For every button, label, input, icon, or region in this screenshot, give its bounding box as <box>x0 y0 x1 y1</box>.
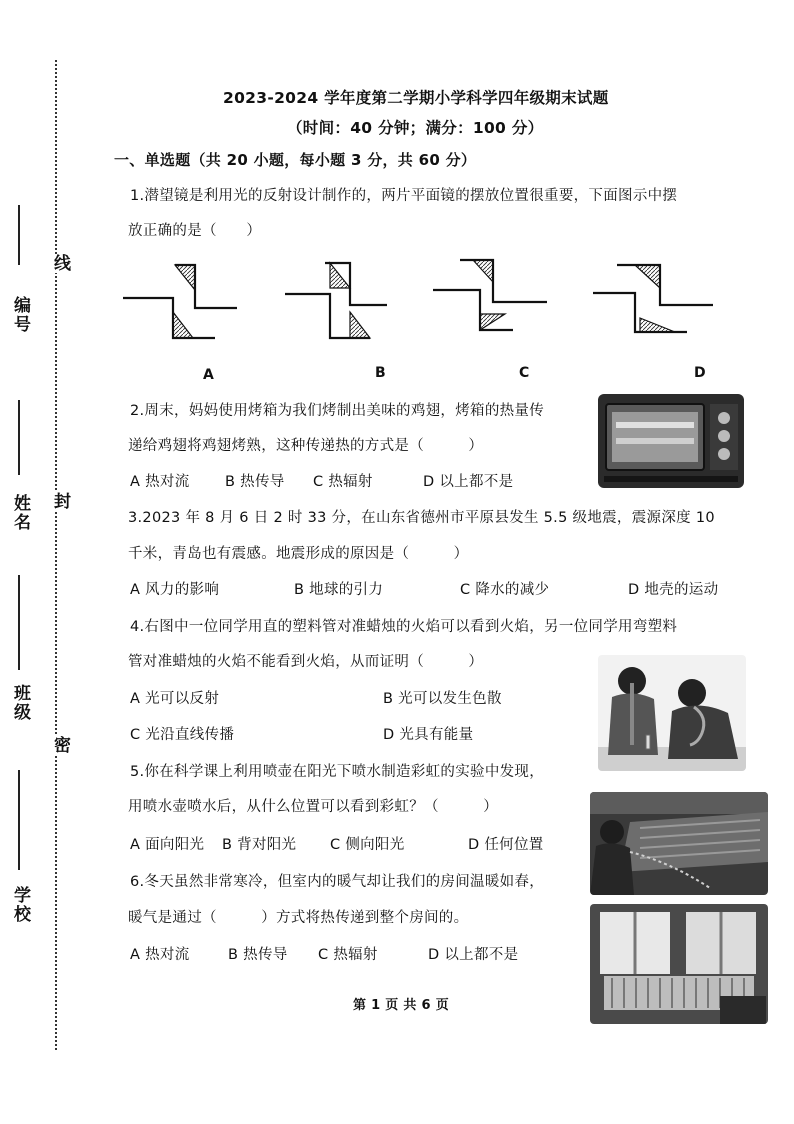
q4-option-c[interactable]: C 光沿直线传播 <box>130 727 235 743</box>
q4-option-a[interactable]: A 光可以反射 <box>130 691 220 707</box>
q3-option-d[interactable]: D 地壳的运动 <box>628 582 719 598</box>
q2-option-c[interactable]: C 热辐射 <box>313 474 373 490</box>
q6-stem-line2: 暖气是通过（ ）方式将热传递到整个房间的。 <box>128 910 469 926</box>
seal-mark-secret: 密 <box>48 736 73 755</box>
q6-option-b[interactable]: B 热传导 <box>228 947 288 963</box>
seal-mark-line: 线 <box>48 254 73 273</box>
q2-option-a[interactable]: A 热对流 <box>130 474 190 490</box>
binding-dotted-line <box>55 60 57 1050</box>
q4-option-b[interactable]: B 光可以发生色散 <box>383 691 502 707</box>
name-label: 姓名 <box>10 494 30 532</box>
q3-option-b[interactable]: B 地球的引力 <box>294 582 384 598</box>
section-heading: 一、单选题（共 20 小题，每小题 3 分，共 60 分） <box>114 151 477 169</box>
q5-option-d[interactable]: D 任何位置 <box>468 837 544 853</box>
diagram-d <box>593 265 713 332</box>
q6-option-d[interactable]: D 以上都不是 <box>428 947 519 963</box>
diagram-b <box>285 263 387 338</box>
oven-photo <box>598 394 744 488</box>
school-label: 学校 <box>10 886 30 924</box>
q1-option-d[interactable]: D <box>694 365 706 381</box>
class-blank <box>18 575 20 670</box>
rainbow-spray-photo <box>590 792 768 895</box>
candle-experiment-photo <box>598 655 746 771</box>
q4-stem-line1: 4.右图中一位同学用直的塑料管对准蜡烛的火焰可以看到火焰，另一位同学用弯塑料 <box>130 619 678 635</box>
q3-stem-line2: 千米，青岛也有震感。地震形成的原因是（ ） <box>128 546 469 562</box>
q3-option-c[interactable]: C 降水的减少 <box>460 582 550 598</box>
seal-mark-seal: 封 <box>48 492 73 511</box>
periscope-diagrams <box>115 250 730 350</box>
q2-stem-line2: 递给鸡翅将鸡翅烤熟，这种传递热的方式是（ ） <box>128 438 484 454</box>
class-label: 班级 <box>10 684 30 722</box>
q3-option-a[interactable]: A 风力的影响 <box>130 582 220 598</box>
q2-option-d[interactable]: D 以上都不是 <box>423 474 514 490</box>
radiator-room-photo <box>590 904 768 1024</box>
q5-option-c[interactable]: C 侧向阳光 <box>330 837 405 853</box>
q6-option-c[interactable]: C 热辐射 <box>318 947 378 963</box>
q4-option-d[interactable]: D 光具有能量 <box>383 727 474 743</box>
q1-stem-line2: 放正确的是（ ） <box>128 223 262 239</box>
q2-stem-line1: 2.周末，妈妈使用烤箱为我们烤制出美味的鸡翅，烤箱的热量传 <box>130 403 545 419</box>
page-title: 2023-2024 学年度第二学期小学科学四年级期末试题 <box>223 89 609 107</box>
q5-stem-line2: 用喷水壶喷水后，从什么位置可以看到彩虹？（ ） <box>128 799 498 815</box>
q3-stem-line1: 3.2023 年 8 月 6 日 2 时 33 分，在山东省德州市平原县发生 5.5 级地震，震源深度 10 <box>128 510 715 526</box>
q6-option-a[interactable]: A 热对流 <box>130 947 190 963</box>
q6-stem-line1: 6.冬天虽然非常寒冷，但室内的暖气却让我们的房间温暖如春， <box>130 874 545 890</box>
page-number: 第 1 页 共 6 页 <box>353 998 450 1013</box>
page-subtitle: （时间：40 分钟；满分：100 分） <box>287 119 544 137</box>
school-blank <box>18 770 20 870</box>
q5-stem-line1: 5.你在科学课上利用喷壶在阳光下喷水制造彩虹的实验中发现， <box>130 764 545 780</box>
number-blank <box>18 205 20 265</box>
q1-stem-line1: 1.潜望镜是利用光的反射设计制作的，两片平面镜的摆放位置很重要，下面图示中摆 <box>130 188 678 204</box>
q1-option-c[interactable]: C <box>519 365 530 381</box>
q5-option-a[interactable]: A 面向阳光 <box>130 837 205 853</box>
name-blank <box>18 400 20 475</box>
q5-option-b[interactable]: B 背对阳光 <box>222 837 297 853</box>
q4-stem-line2: 管对准蜡烛的火焰不能看到火焰，从而证明（ ） <box>128 654 484 670</box>
number-label: 编号 <box>10 296 30 334</box>
diagram-c <box>433 260 547 330</box>
q2-option-b[interactable]: B 热传导 <box>225 474 285 490</box>
q1-option-a[interactable]: A <box>203 367 214 383</box>
diagram-a <box>123 265 237 338</box>
q1-option-b[interactable]: B <box>375 365 386 381</box>
